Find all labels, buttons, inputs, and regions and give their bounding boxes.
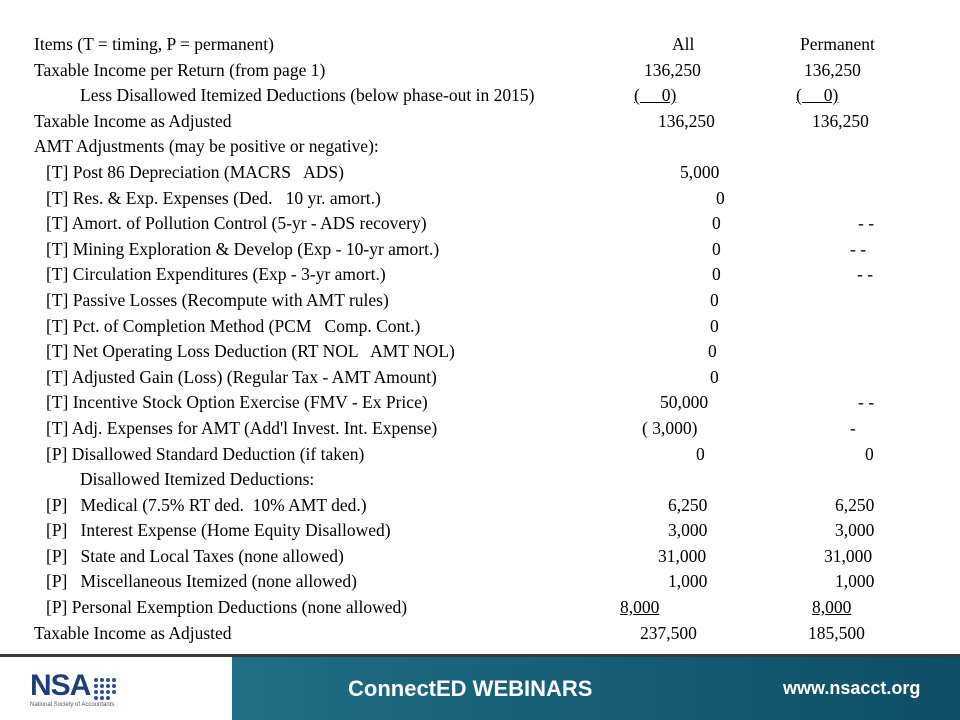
table-row: [0, 442, 960, 468]
table-row: [0, 83, 960, 109]
website-link[interactable]: www.nsacct.org: [783, 678, 921, 698]
row-label: [T] Adj. Expenses for AMT (Add'l Invest. Int. Expense): [46, 417, 438, 438]
value-all: 31,000: [658, 545, 707, 566]
table-row: [0, 237, 960, 263]
row-label: Disallowed Itemized Deductions:: [80, 469, 315, 490]
value-permanent: 3,000: [835, 520, 875, 541]
value-all: ( 3,000): [642, 417, 698, 438]
row-label: [P] Miscellaneous Itemized (none allowed): [46, 571, 358, 592]
table-row: [0, 160, 960, 186]
amt-worksheet: [0, 32, 960, 646]
row-label: [P] Disallowed Standard Deduction (if taken): [46, 443, 365, 464]
row-label: [T] Incentive Stock Option Exercise (FMV - Ex Price): [46, 392, 428, 413]
row-label: [T] Circulation Expenditures (Exp - 3-yr amort.): [46, 264, 386, 285]
row-label: Items (T = timing, P = permanent): [34, 34, 274, 54]
table-row: [0, 186, 960, 212]
row-label: [T] Mining Exploration & Develop (Exp - 10-yr amort.): [46, 238, 440, 259]
value-all: 0: [712, 213, 721, 234]
row-label: [T] Adjusted Gain (Loss) (Regular Tax - AMT Amount): [46, 366, 437, 387]
value-permanent: 0: [865, 443, 874, 464]
value-permanent: 8,000: [812, 597, 852, 618]
value-all: 0: [696, 443, 705, 464]
table-row: [0, 416, 960, 442]
value-permanent: 6,250: [835, 494, 875, 515]
value-all: 50,000: [660, 392, 709, 413]
table-row: [0, 109, 960, 135]
value-permanent: - -: [857, 264, 874, 285]
row-label: Less Disallowed Itemized Deductions (below phase-out in 2015): [80, 85, 535, 106]
table-row: [0, 621, 960, 647]
value-permanent: - -: [858, 392, 875, 413]
value-all: 1,000: [668, 571, 708, 592]
footer-banner: [0, 654, 960, 720]
row-label: Taxable Income per Return (from page 1): [34, 59, 326, 80]
row-label: [T] Pct. of Completion Method (PCM Comp. Cont.): [46, 315, 421, 336]
table-row: [0, 569, 960, 595]
table-row: [0, 211, 960, 237]
table-row: [0, 518, 960, 544]
value-all: 136,250: [658, 110, 715, 131]
table-row: [0, 288, 960, 314]
value-all: 3,000: [668, 520, 708, 541]
table-row: [0, 390, 960, 416]
value-permanent: -: [850, 417, 856, 438]
table-row: [0, 467, 960, 493]
row-label: [T] Amort. of Pollution Control (5-yr - ADS recovery): [46, 213, 427, 234]
row-label: [T] Post 86 Depreciation (MACRS ADS): [46, 161, 344, 182]
row-label: Taxable Income as Adjusted: [34, 622, 232, 643]
value-permanent: ( 0): [796, 85, 839, 106]
value-all: 0: [708, 341, 717, 362]
value-all: 0: [716, 187, 725, 208]
table-row: [0, 493, 960, 519]
value-permanent: 31,000: [824, 545, 873, 566]
value-all: 6,250: [668, 494, 708, 515]
value-all: 136,250: [644, 59, 701, 80]
dot-grid-icon: [93, 677, 117, 701]
table-row: [0, 58, 960, 84]
table-row: [0, 544, 960, 570]
value-permanent: - -: [850, 238, 867, 259]
value-all: 0: [710, 315, 719, 336]
value-permanent: 136,250: [812, 110, 869, 131]
brand-title: ConnectED WEBINARS: [348, 676, 593, 701]
table-row: [0, 32, 960, 58]
value-all: 237,500: [640, 622, 697, 643]
nsa-logo-text: NSA: [30, 669, 91, 702]
value-all: 0: [710, 366, 719, 387]
table-row: [0, 314, 960, 340]
row-label: [P] State and Local Taxes (none allowed): [46, 545, 344, 566]
value-permanent: 1,000: [835, 571, 875, 592]
value-all: 5,000: [680, 161, 720, 182]
row-label: [T] Passive Losses (Recompute with AMT rules): [46, 289, 389, 310]
row-label: Taxable Income as Adjusted: [34, 110, 232, 131]
value-all: All: [672, 34, 695, 54]
value-all: 0: [712, 238, 721, 259]
value-all: 8,000: [620, 597, 660, 618]
table-row: [0, 595, 960, 621]
value-all: ( 0): [634, 85, 677, 106]
value-permanent: 136,250: [804, 59, 861, 80]
nsa-logo-subtext: National Society of Accountants: [30, 702, 115, 708]
row-label: [T] Net Operating Loss Deduction (RT NOL AMT NOL): [46, 341, 455, 362]
value-permanent: 185,500: [808, 622, 865, 643]
row-label: [P] Medical (7.5% RT ded. 10% AMT ded.): [46, 494, 367, 515]
nsa-logo: [0, 657, 232, 720]
value-permanent: - -: [858, 213, 875, 234]
row-label: [P] Personal Exemption Deductions (none allowed): [46, 597, 408, 618]
table-row: [0, 339, 960, 365]
row-label: AMT Adjustments (may be positive or negative):: [34, 136, 379, 157]
row-label: [P] Interest Expense (Home Equity Disallowed): [46, 520, 391, 541]
table-row: [0, 365, 960, 391]
row-label: [T] Res. & Exp. Expenses (Ded. 10 yr. amort.): [46, 187, 381, 208]
value-all: 0: [710, 289, 719, 310]
table-row: [0, 134, 960, 160]
table-row: [0, 262, 960, 288]
value-permanent: Permanent: [800, 34, 875, 54]
value-all: 0: [712, 264, 721, 285]
